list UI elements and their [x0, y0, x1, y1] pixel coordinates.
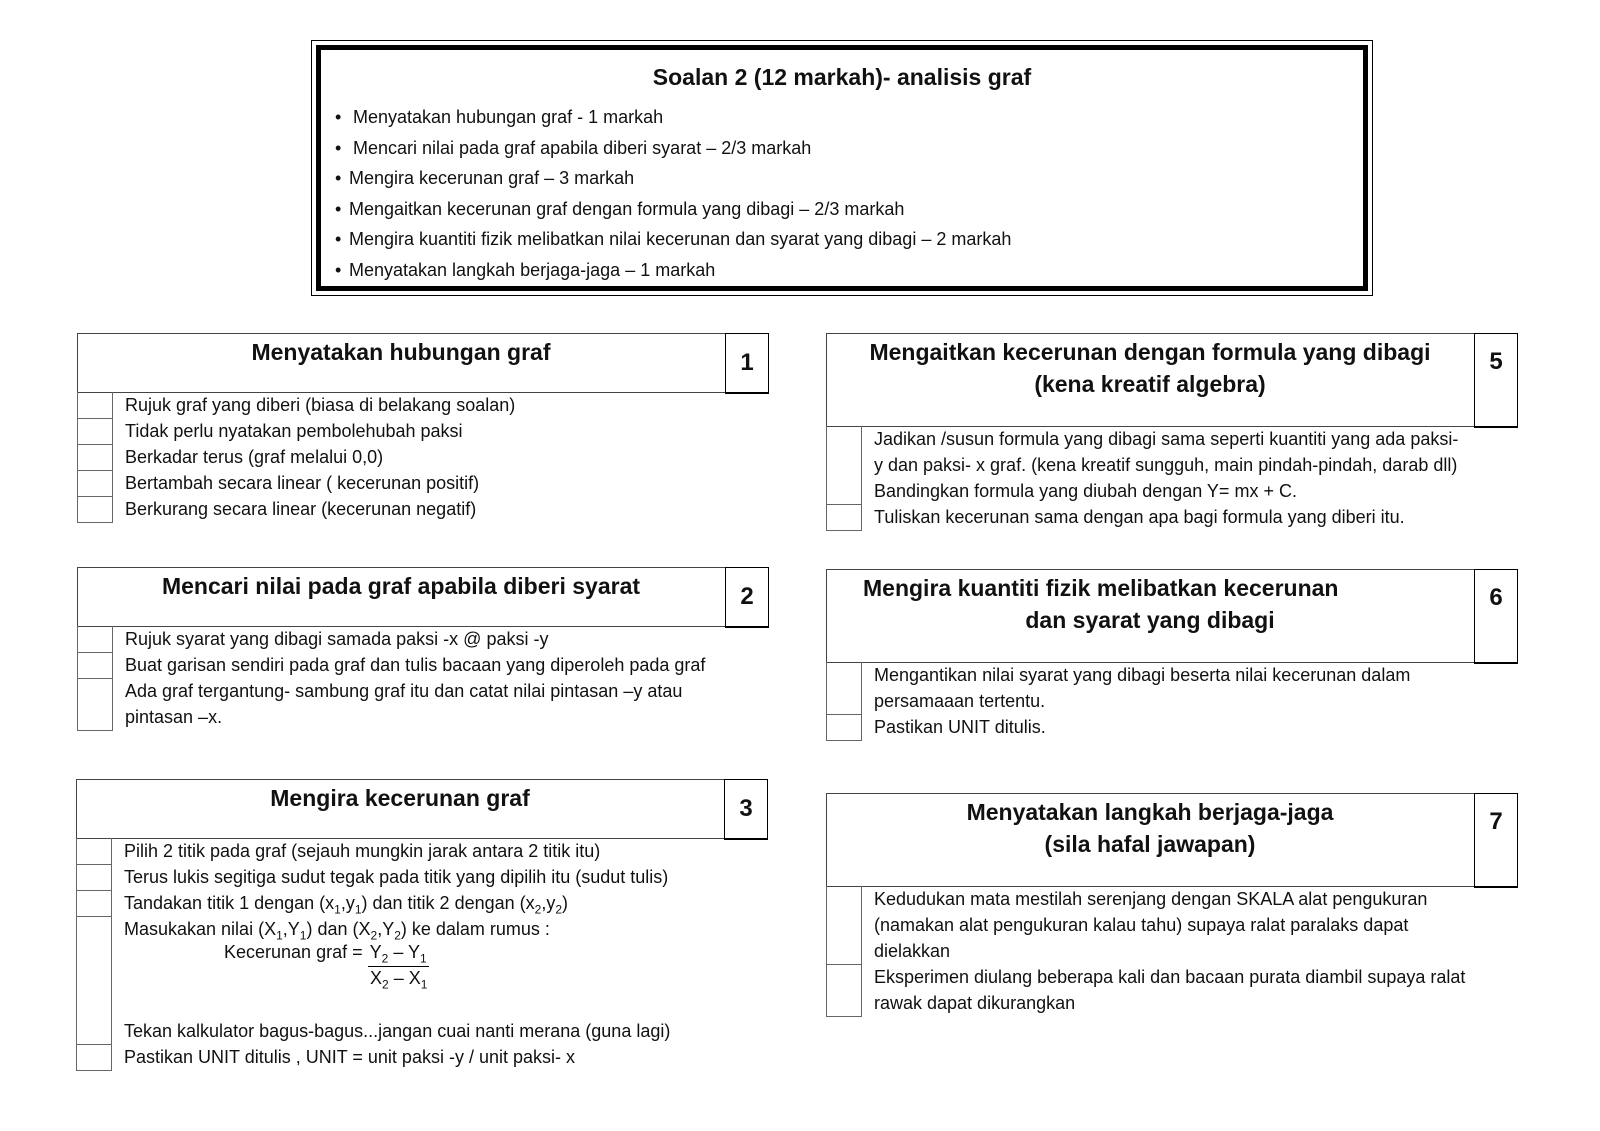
checklist-row — [76, 916, 768, 1044]
formula-label: Kecerunan graf = — [224, 942, 368, 962]
section-6-checklist — [826, 662, 1518, 740]
checklist-row — [826, 964, 1518, 1016]
summary-item-text: Mengira kuantiti fizik melibatkan nilai kecerunan dan syarat yang dibagi – 2 markah — [349, 229, 1012, 249]
checklist-row — [76, 864, 768, 890]
checkbox[interactable] — [77, 444, 113, 471]
checklist-text: Berkurang secara linear (kecerunan negatif) — [125, 499, 477, 519]
section-7-title — [827, 796, 1473, 860]
checkbox[interactable] — [77, 392, 113, 419]
section-2-header — [77, 567, 769, 627]
checklist-row — [76, 890, 768, 916]
checkbox[interactable] — [826, 886, 862, 965]
checklist-text: y dan paksi- x graf. (kena kreatif sungguh, main pindah-pindah, darab dll) — [874, 455, 1458, 475]
checklist-row — [826, 662, 1518, 714]
checkbox[interactable] — [826, 964, 862, 1017]
checklist-row — [826, 426, 1518, 504]
section-6-number: 6 — [1474, 569, 1518, 664]
section-6-title — [827, 572, 1473, 636]
checklist-text: Tandakan titik 1 dengan $(x_1,y_1)$ dan titik 2 dengan $(x_2,y_2)$ — [124, 893, 569, 917]
section-5-title-line2: (kena kreatif algebra) — [1034, 371, 1266, 397]
checkbox[interactable] — [76, 838, 112, 865]
checklist-text: Tidak perlu nyatakan pembolehubah paksi — [125, 421, 463, 441]
summary-item — [335, 102, 1011, 133]
section-3-title: Mengira kecerunan graf — [270, 785, 530, 811]
checklist-text: Pastikan UNIT ditulis. — [874, 717, 1046, 737]
checklist-row — [826, 714, 1518, 740]
checklist-text: dielakkan — [874, 941, 951, 961]
checklist-row — [76, 838, 768, 864]
checklist-text: Pastikan UNIT ditulis , UNIT = unit paksi -y / unit paksi- x — [124, 1047, 575, 1067]
checklist-row — [77, 678, 769, 730]
checkbox[interactable] — [77, 626, 113, 653]
summary-item — [335, 255, 1011, 286]
formula-numerator: $Y_2 - Y_1$ — [369, 942, 427, 966]
section-6-title-line2: dan syarat yang dibagi — [1025, 607, 1275, 633]
checklist-row — [77, 418, 769, 444]
summary-item — [335, 224, 1011, 255]
checklist-text: Eksperimen diulang beberapa kali dan bacaan purata diambil supaya ralat — [874, 967, 1466, 987]
checklist-text: Pilih 2 titik pada graf (sejauh mungkin jarak antara 2 titik itu) — [124, 841, 601, 861]
summary-title: Soalan 2 (12 markah)- analisis graf — [652, 64, 1032, 90]
section-1-checklist — [77, 392, 769, 522]
checklist-text: Kedudukan mata mestilah serenjang dengan SKALA alat pengukuran — [874, 889, 1428, 909]
checkbox[interactable] — [77, 418, 113, 445]
section-2-checklist — [77, 626, 769, 730]
checkbox[interactable] — [826, 426, 862, 505]
section-5-header — [826, 333, 1518, 427]
section-7-number: 7 — [1474, 793, 1518, 888]
summary-item — [335, 194, 1011, 225]
section-5-checklist — [826, 426, 1518, 530]
checklist-row — [826, 886, 1518, 964]
section-3-number: 3 — [724, 779, 768, 840]
checkbox[interactable] — [76, 916, 112, 1045]
summary-item-text: Mengaitkan kecerunan graf dengan formula yang dibagi – 2/3 markah — [349, 198, 905, 219]
summary-list — [335, 102, 1011, 285]
checklist-text: Buat garisan sendiri pada graf dan tulis bacaan yang diperoleh pada graf — [125, 655, 706, 675]
section-3-checklist — [76, 838, 768, 1070]
checklist-text: Tekan kalkulator bagus-bagus...jangan cuai nanti merana (guna lagi) — [124, 1021, 671, 1041]
checklist-row — [77, 392, 769, 418]
checklist-text: pintasan –x. — [125, 707, 223, 727]
checkbox[interactable] — [77, 470, 113, 497]
section-5-number: 5 — [1474, 333, 1518, 428]
section-3-header — [76, 779, 768, 839]
summary-box — [311, 40, 1373, 296]
section-7-checklist — [826, 886, 1518, 1016]
section-7-title-line2: (sila hafal jawapan) — [1044, 831, 1256, 857]
formula-denominator: $X_2 - X_1$ — [370, 968, 428, 992]
section-5-title-line1: Mengaitkan kecerunan dengan formula yang dibagi — [869, 339, 1431, 365]
checklist-row — [826, 504, 1518, 530]
summary-item-text: Menyatakan hubungan graf - 1 markah — [353, 107, 664, 127]
checklist-text: Ada graf tergantung- sambung graf itu dan catat nilai pintasan –y atau — [125, 681, 683, 701]
checklist-text: Masukakan nilai $(X_1,Y_1)$ dan $(X_2,Y_2)$ ke dalam rumus : — [124, 919, 550, 943]
section-6-header — [826, 569, 1518, 663]
checklist-row — [77, 470, 769, 496]
section-1-number: 1 — [725, 333, 769, 394]
checkbox[interactable] — [826, 662, 862, 715]
checkbox[interactable] — [77, 652, 113, 679]
summary-box-inner — [316, 45, 1368, 291]
checklist-row — [77, 496, 769, 522]
section-7-title-line1: Menyatakan langkah berjaga-jaga — [966, 799, 1334, 825]
summary-item-text: Mencari nilai pada graf apabila diberi syarat – 2/3 markah — [353, 137, 812, 158]
summary-item-text: Mengira kecerunan graf – 3 markah — [349, 168, 635, 188]
checkbox[interactable] — [76, 890, 112, 917]
checklist-text: Mengantikan nilai syarat yang dibagi beserta nilai kecerunan dalam — [874, 665, 1411, 685]
checkbox[interactable] — [826, 504, 862, 531]
checklist-text: Bertambah secara linear ( kecerunan positif) — [125, 473, 480, 493]
checklist-row — [77, 652, 769, 678]
summary-item — [335, 163, 1011, 194]
summary-item-text: Menyatakan langkah berjaga-jaga – 1 markah — [349, 259, 716, 280]
checklist-text: (namakan alat pengukuran kalau tahu) supaya ralat paralaks dapat — [874, 915, 1409, 935]
checklist-text: rawak dapat dikurangkan — [874, 993, 1076, 1013]
checklist-text: Jadikan /susun formula yang dibagi sama seperti kuantiti yang ada paksi- — [874, 429, 1459, 449]
summary-item — [335, 133, 1011, 164]
checkbox[interactable] — [826, 714, 862, 741]
section-2-number: 2 — [725, 567, 769, 628]
section-1-header — [77, 333, 769, 393]
checklist-text: Berkadar terus (graf melalui 0,0) — [125, 447, 384, 467]
checklist-row — [77, 626, 769, 652]
checklist-text: persamaaan tertentu. — [874, 691, 1046, 711]
checkbox[interactable] — [77, 496, 113, 523]
section-5-title — [827, 336, 1473, 400]
checklist-text: Rujuk syarat yang dibagi samada paksi -x @ paksi -y — [125, 629, 549, 649]
section-7-header — [826, 793, 1518, 887]
gradient-formula — [224, 942, 429, 967]
section-1-title: Menyatakan hubungan graf — [251, 339, 551, 365]
section-2-title: Mencari nilai pada graf apabila diberi syarat — [161, 573, 641, 599]
checkbox[interactable] — [77, 678, 113, 731]
checklist-row — [76, 1044, 768, 1070]
checklist-text: Tuliskan kecerunan sama dengan apa bagi formula yang diberi itu. — [874, 507, 1405, 527]
checkbox[interactable] — [76, 864, 112, 891]
checklist-row — [77, 444, 769, 470]
checkbox[interactable] — [76, 1044, 112, 1071]
checklist-text: Rujuk graf yang diberi (biasa di belakang soalan) — [125, 395, 516, 415]
section-6-title-line1: Mengira kuantiti fizik melibatkan kecerunan — [863, 575, 1339, 601]
checklist-text: Terus lukis segitiga sudut tegak pada titik yang dipilih itu (sudut tulis) — [124, 867, 669, 887]
checklist-text: Bandingkan formula yang diubah dengan Y= mx + C. — [874, 481, 1297, 501]
